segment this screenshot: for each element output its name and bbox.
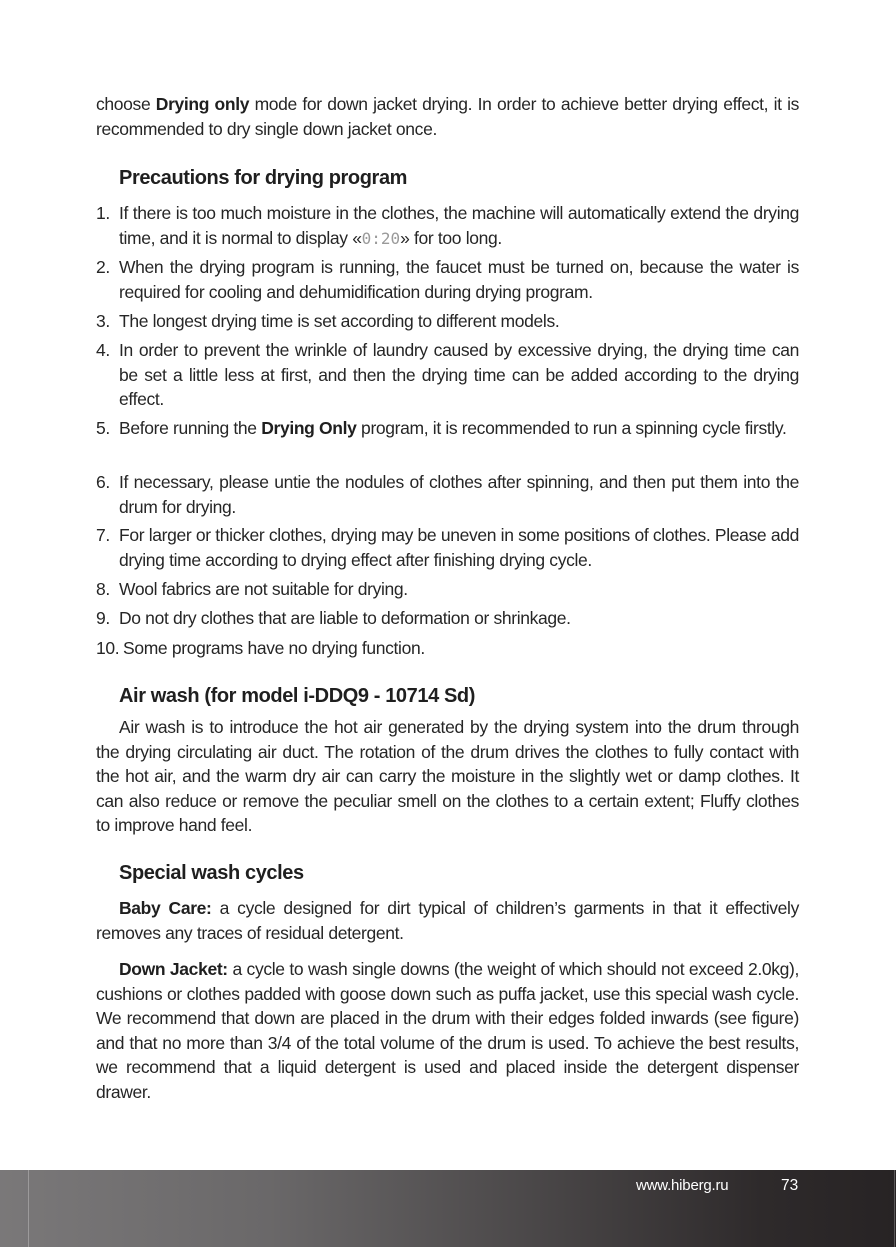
precaution-item-6 [96, 470, 799, 519]
item-text-end: program, it is recommended to run a spinning cycle firstly. [356, 418, 787, 438]
footer-edge [894, 1170, 895, 1247]
down-jacket-paragraph [96, 957, 799, 1104]
item-number: 9. [96, 608, 110, 628]
item-text: For larger or thicker clothes, drying may be uneven in some positions of clothes. Please add drying time according to drying effect after finishing drying cycle. [119, 525, 799, 570]
item-text: When the drying program is running, the faucet must be turned on, because the water is required for cooling and dehumidification during drying program. [119, 257, 799, 302]
precaution-item-8 [96, 577, 799, 602]
precaution-item-1 [96, 201, 799, 251]
item-number: 7. [96, 525, 110, 545]
item-text: The longest drying time is set according to different models. [119, 311, 560, 331]
drying-only-term: Drying only [155, 94, 250, 114]
drying-only-term: Drying Only [261, 418, 357, 438]
precaution-item-4 [96, 338, 799, 412]
air-wash-heading: Air wash (for model i-DDQ9 - 10714 Sd) [119, 685, 475, 707]
item-text: Do not dry clothes that are liable to deformation or shrinkage. [119, 608, 571, 628]
baby-care-label: Baby Care: [119, 898, 212, 918]
precaution-item-2 [96, 255, 799, 304]
item-text-end: » for too long. [400, 227, 502, 248]
precaution-item-3 [96, 309, 799, 334]
item-number: 6. [96, 472, 110, 492]
intro-text: choose [96, 94, 156, 114]
air-wash-paragraph: Air wash is to introduce the hot air generated by the drying system into the drum through the drying circulating air duct. The rotation of the drum drives the clothes to fully contact with the hot air, and the warm dry air can carry the moisture in the slightly wet or damp clothes. It can also reduce or remove the peculiar smell on the clothes to a certain extent; Fluffy clothes to improve hand feel. [96, 717, 799, 835]
item-number: 2. [96, 257, 110, 277]
precaution-item-9 [96, 606, 799, 631]
page-footer [0, 1170, 896, 1247]
item-number: 3. [96, 311, 110, 331]
intro-text-rest: mode for down jacket drying. In order to achieve better drying effect, it is recommended to dry single down jacket once. [96, 94, 800, 139]
item-text: Wool fabrics are not suitable for drying. [119, 579, 408, 599]
item-text: If there is too much moisture in the clothes, the machine will automatically extend the drying time, and it is normal to display « [119, 203, 799, 248]
item-number: 8. [96, 579, 110, 599]
baby-care-text: a cycle designed for dirt typical of children’s garments in that it effectively removes any traces of residual detergent. [96, 898, 799, 943]
precaution-item-10 [96, 636, 799, 661]
precaution-item-5 [96, 416, 799, 441]
item-text: If necessary, please untie the nodules of clothes after spinning, and then put them into the drum for drying. [119, 472, 799, 517]
item-text: Some programs have no drying function. [123, 638, 425, 658]
item-number: 5. [96, 418, 110, 438]
down-jacket-text: a cycle to wash single downs (the weight of which should not exceed 2.0kg), cushions or clothes padded with goose down such as puffa jacket, use this special wash cycle. We recommend that down are placed in the drum with their edges folded inwards (see figure) and that no more than 3/4 of the total volume of the drum is used. To achieve the best results, we recommend that a liquid detergent is used and placed inside the detergent dispenser drawer. [96, 959, 799, 1102]
page-number: 73 [781, 1177, 799, 1194]
precautions-heading: Precautions for drying program [119, 167, 408, 189]
item-text: Before running the [119, 418, 262, 438]
footer-divider [28, 1170, 29, 1247]
precaution-item-7 [96, 523, 799, 572]
item-number: 1. [96, 203, 110, 223]
down-jacket-label: Down Jacket: [119, 959, 228, 979]
special-cycles-heading: Special wash cycles [119, 862, 304, 884]
intro-paragraph [96, 92, 799, 141]
baby-care-paragraph [96, 896, 799, 945]
website-link[interactable]: www.hiberg.ru [636, 1177, 729, 1194]
item-text: In order to prevent the wrinkle of laundry caused by excessive drying, the drying time can be set a little less at first, and then the drying time can be added according to the drying effect. [119, 340, 799, 409]
lcd-display-value: 0:20 [361, 228, 401, 248]
item-number: 4. [96, 340, 110, 360]
item-number: 10. [96, 638, 120, 658]
